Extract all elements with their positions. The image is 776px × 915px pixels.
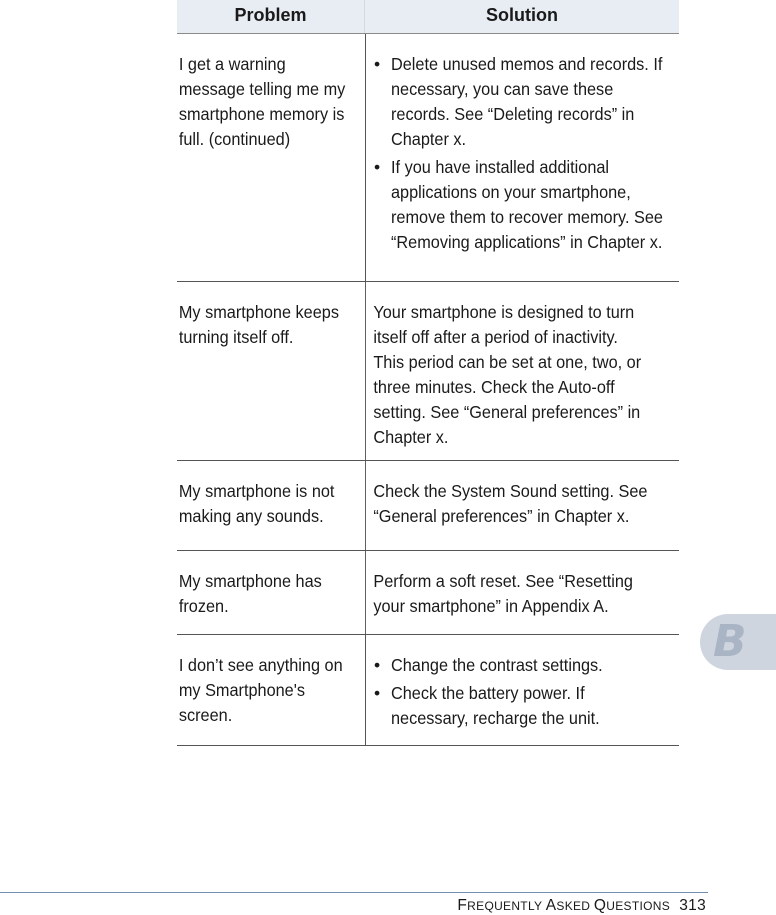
solution-cell xyxy=(365,34,679,281)
table-row xyxy=(177,551,679,635)
table-row xyxy=(177,34,679,282)
problem-cell: I get a warning message telling me my smartphone memory is full. (continued) xyxy=(178,54,346,149)
solution-cell: Perform a soft reset. See “Resetting your smartphone” in Appendix A. xyxy=(365,551,657,634)
table-header xyxy=(177,0,679,34)
table-row xyxy=(177,635,679,746)
problem-cell: My smartphone has frozen. xyxy=(178,571,322,616)
bullet-item: • Check the battery power. If necessary, recharge the unit. xyxy=(374,683,600,728)
problem-cell: My smartphone is not making any sounds. xyxy=(178,481,335,526)
bullet-item: • If you have installed additional applications on your smartphone, remove them to recover memory. See “Removing applications” in Chapter x. xyxy=(374,157,663,252)
table-row xyxy=(177,461,679,551)
solution-cell: Your smartphone is designed to turn itself off after a period of inactivity. This period can be set at one, two, or three minutes. Check the Auto-off setting. See “General preferences” in Chapter x. xyxy=(365,282,657,460)
page-footer xyxy=(457,897,706,915)
faq-table xyxy=(177,0,679,746)
problem-cell: My smartphone keeps turning itself off. xyxy=(178,302,339,347)
problem-header: Problem xyxy=(177,0,365,33)
solution-cell: Check the System Sound setting. See “General preferences” in Chapter x. xyxy=(365,461,657,550)
problem-cell: I don’t see anything on my Smartphone's screen. xyxy=(178,655,343,725)
solution-cell xyxy=(365,635,679,745)
footer-divider xyxy=(0,892,708,893)
bullet-item: • Delete unused memos and records. If necessary, you can save these records. See “Deleting records” in Chapter x. xyxy=(374,54,663,149)
running-title: FREQUENTLY ASKED QUESTIONS xyxy=(457,897,671,914)
page-number: 313 xyxy=(679,897,706,914)
appendix-b-tab: B xyxy=(700,614,776,670)
table-row xyxy=(177,282,679,461)
bullet-item: • Change the contrast settings. xyxy=(374,655,603,675)
solution-header: Solution xyxy=(486,5,558,25)
